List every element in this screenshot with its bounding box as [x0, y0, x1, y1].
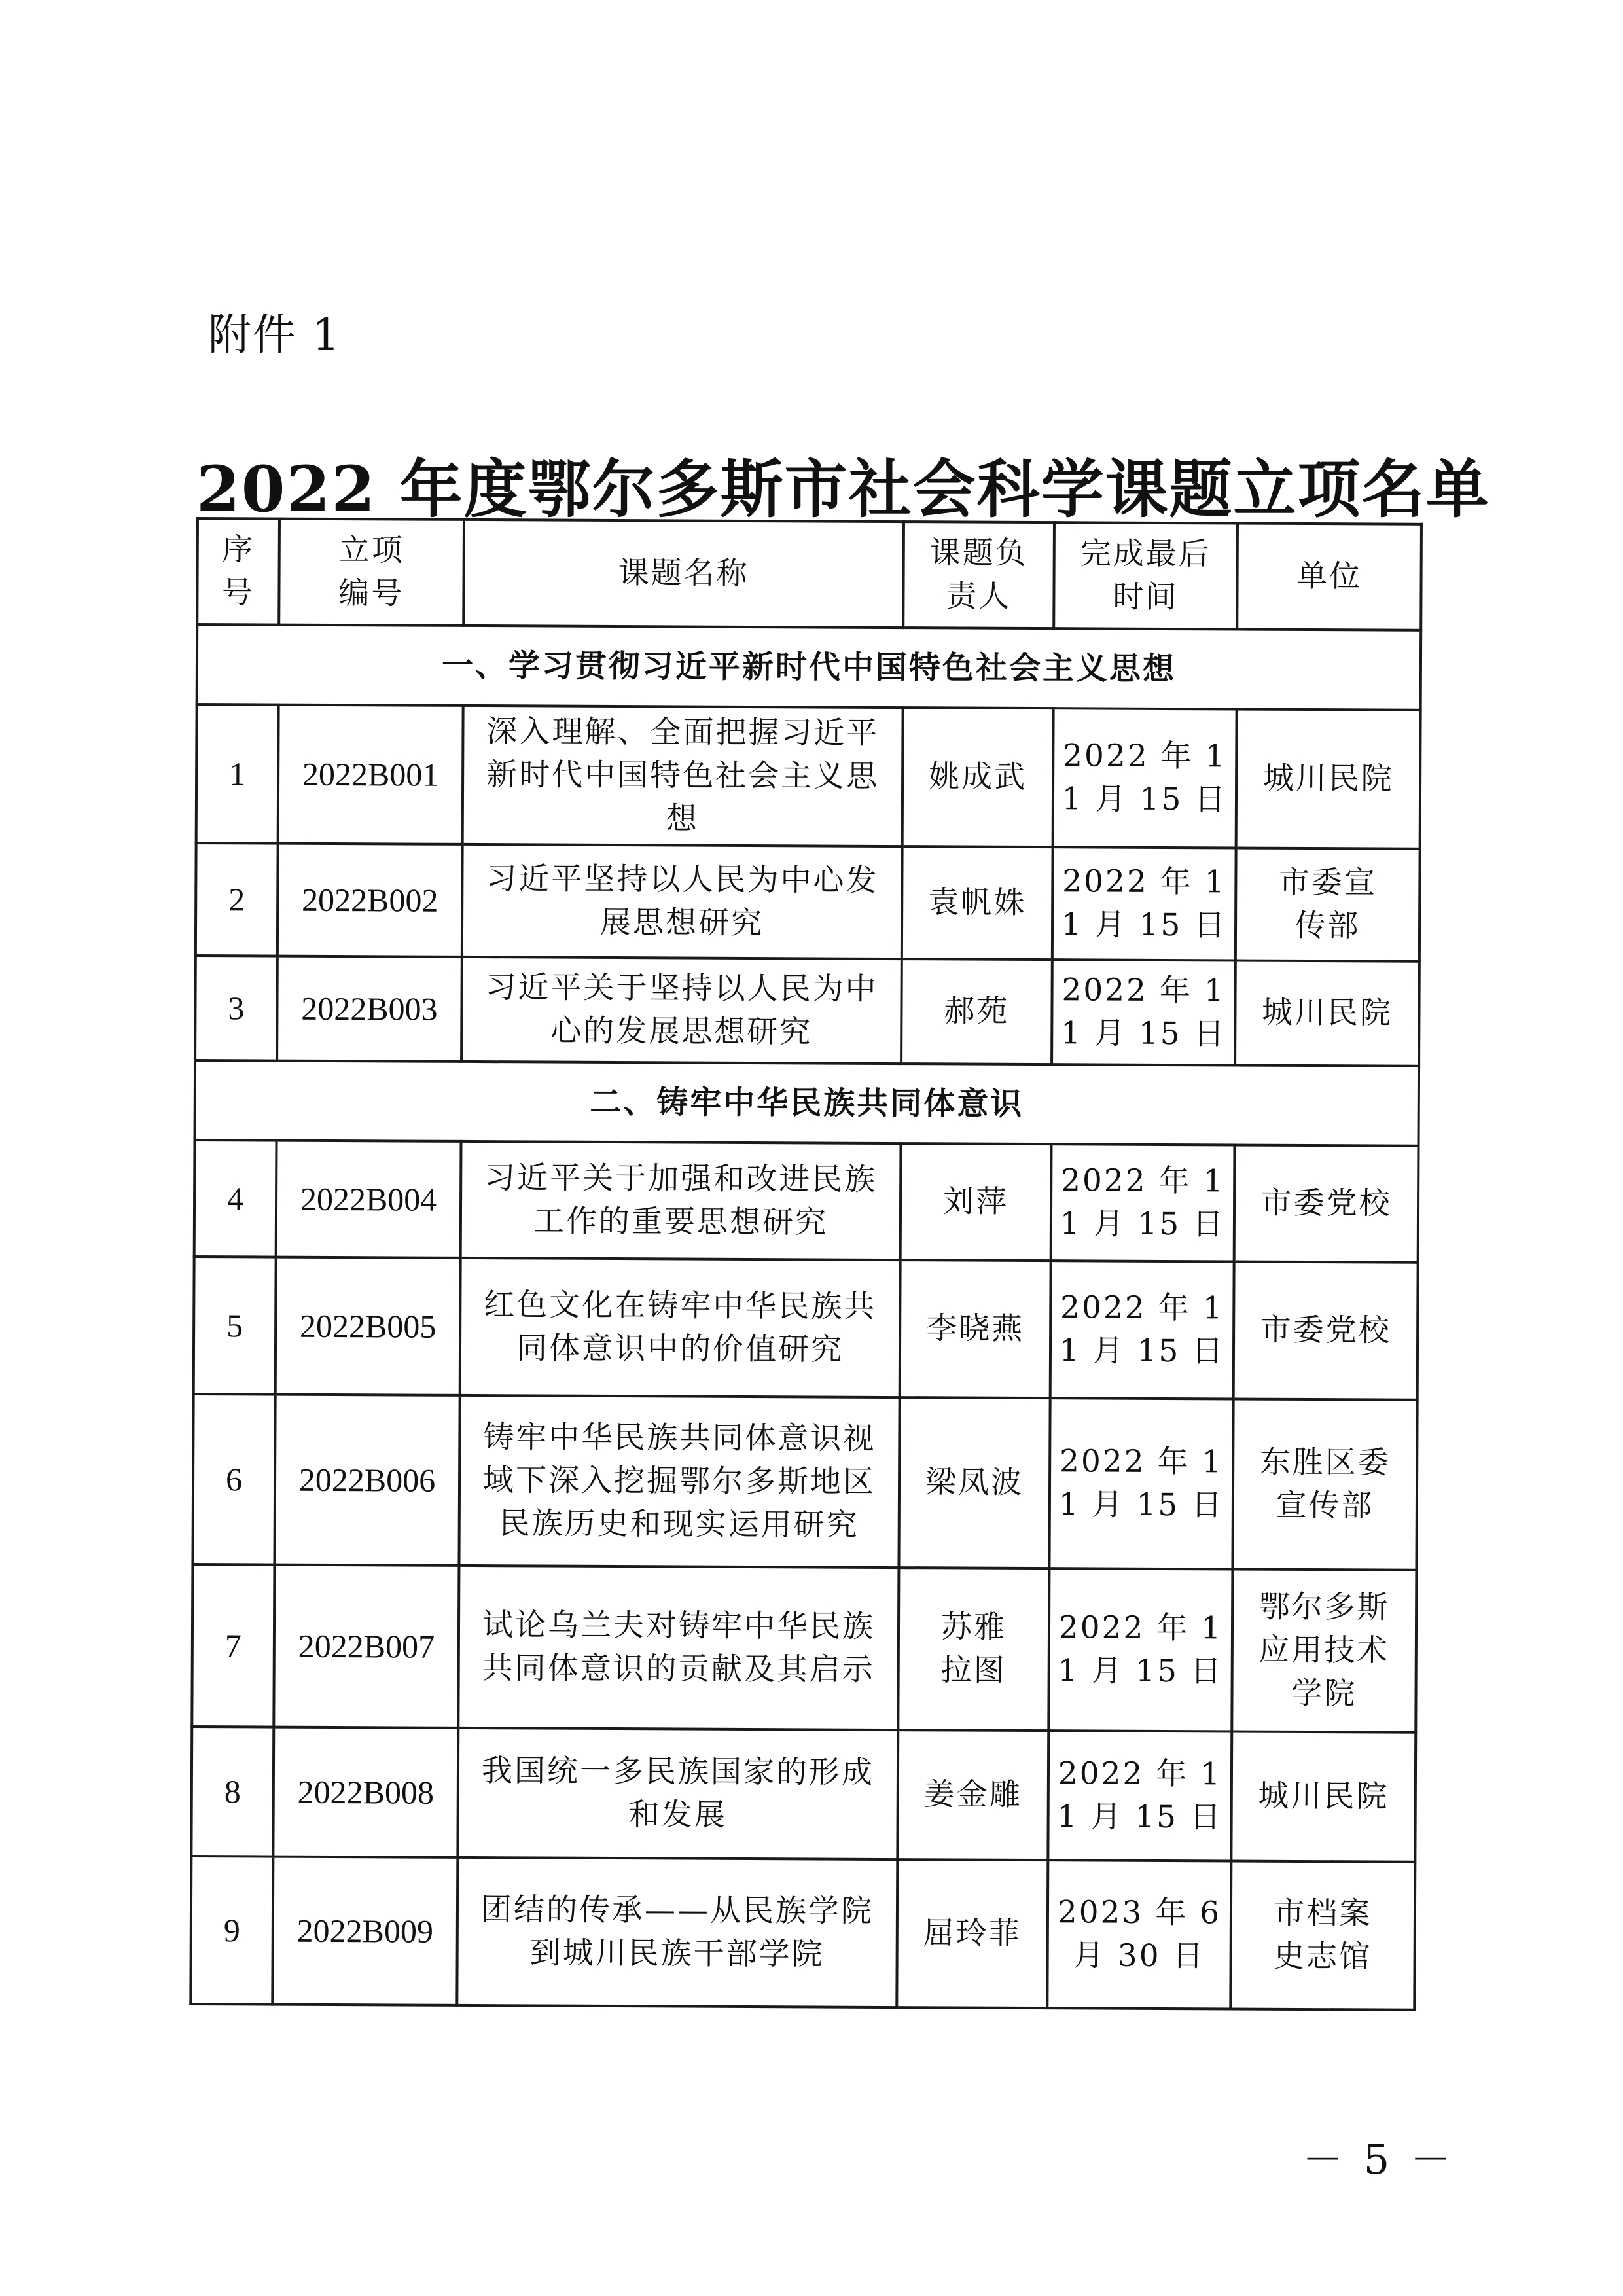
cell-seq: 5 [194, 1257, 276, 1395]
cell-topic: 红色文化在铸牢中华民族共同体意识中的价值研究 [460, 1258, 901, 1397]
cell-deadline: 2022 年 11 月 15 日 [1052, 960, 1236, 1065]
cell-code: 2022B005 [276, 1257, 461, 1395]
header-topic: 课题名称 [463, 520, 904, 628]
cell-code: 2022B008 [273, 1727, 458, 1857]
cell-code: 2022B009 [272, 1857, 457, 2005]
header-seq: 序号 [197, 518, 279, 625]
table-header-row [197, 518, 1421, 630]
table-row [196, 704, 1421, 849]
header-unit: 单位 [1237, 523, 1421, 630]
header-code: 立项编号 [279, 519, 464, 626]
section-heading: 一、学习贯彻习近平新时代中国特色社会主义思想 [197, 624, 1421, 710]
cell-code: 2022B001 [278, 705, 463, 844]
table-row [194, 1140, 1419, 1263]
cell-topic: 团结的传承——从民族学院到城川民族干部学院 [457, 1857, 897, 2007]
cell-unit: 市委党校 [1234, 1261, 1418, 1399]
cell-topic: 我国统一多民族国家的形成和发展 [457, 1728, 898, 1859]
cell-leader: 姚成武 [902, 708, 1054, 847]
cell-topic: 铸牢中华民族共同体意识视域下深入挖掘鄂尔多斯地区民族历史和现实运用研究 [459, 1395, 899, 1568]
table-row [190, 1856, 1415, 2010]
cell-unit: 市委党校 [1234, 1145, 1419, 1262]
cell-unit: 城川民院 [1231, 1731, 1416, 1861]
cell-deadline: 2022 年 11 月 15 日 [1051, 1144, 1235, 1261]
cell-unit: 市委宣传部 [1236, 848, 1420, 961]
cell-seq: 7 [192, 1564, 274, 1727]
cell-seq: 8 [191, 1727, 274, 1857]
cell-deadline: 2022 年 11 月 15 日 [1053, 708, 1237, 848]
cell-unit: 鄂尔多斯应用技术学院 [1232, 1569, 1416, 1732]
cell-deadline: 2022 年 11 月 15 日 [1048, 1731, 1232, 1861]
cell-seq: 4 [194, 1140, 277, 1257]
cell-unit: 市档案史志馆 [1230, 1861, 1415, 2009]
table-row [195, 956, 1419, 1066]
cell-seq: 2 [196, 843, 278, 956]
cell-topic: 习近平坚持以人民为中心发展思想研究 [462, 844, 902, 959]
cell-code: 2022B004 [276, 1141, 461, 1258]
cell-deadline: 2022 年 11 月 15 日 [1049, 1398, 1233, 1569]
table-row [196, 843, 1420, 961]
cell-leader: 刘萍 [901, 1143, 1052, 1261]
cell-code: 2022B007 [274, 1565, 459, 1728]
header-leader: 课题负责人 [903, 522, 1054, 628]
table-row [192, 1564, 1416, 1732]
cell-code: 2022B003 [277, 956, 462, 1062]
cell-topic: 试论乌兰夫对铸牢中华民族共同体意识的贡献及其启示 [458, 1566, 899, 1730]
cell-seq: 1 [196, 704, 279, 844]
cell-leader: 姜金雕 [897, 1730, 1048, 1860]
cell-leader: 苏雅拉图 [898, 1568, 1049, 1731]
table-row [194, 1257, 1418, 1400]
cell-seq: 3 [195, 956, 277, 1061]
attachment-label: 附件 1 [208, 310, 341, 360]
cell-leader: 李晓燕 [900, 1260, 1051, 1398]
cell-deadline: 2022 年 11 月 15 日 [1048, 1568, 1232, 1731]
header-deadline: 完成最后时间 [1054, 522, 1238, 629]
cell-leader: 梁凤波 [899, 1397, 1050, 1568]
cell-leader: 屈玲菲 [897, 1859, 1048, 2008]
section-heading-row [195, 1060, 1419, 1146]
cell-unit: 东胜区委宣传部 [1232, 1399, 1417, 1570]
cell-topic: 习近平关于加强和改进民族工作的重要思想研究 [461, 1141, 901, 1260]
cell-deadline: 2023 年 6 月 30 日 [1047, 1860, 1231, 2009]
cell-topic: 深入理解、全面把握习近平新时代中国特色社会主义思想 [463, 706, 903, 846]
cell-topic: 习近平关于坚持以人民为中心的发展思想研究 [461, 957, 902, 1064]
cell-unit: 城川民院 [1236, 709, 1421, 848]
cell-code: 2022B006 [274, 1395, 459, 1566]
table-row [192, 1394, 1417, 1570]
cell-leader: 郝苑 [901, 959, 1052, 1064]
page-number: － 5 － [1302, 2136, 1455, 2183]
cell-unit: 城川民院 [1235, 960, 1419, 1066]
cell-leader: 袁帆姝 [902, 846, 1053, 960]
cell-seq: 6 [192, 1394, 275, 1565]
cell-seq: 9 [190, 1856, 273, 2005]
table-row [191, 1727, 1416, 1862]
cell-deadline: 2022 年 11 月 15 日 [1052, 847, 1236, 960]
section-heading-row [197, 624, 1421, 710]
project-list-table [189, 517, 1423, 2011]
cell-code: 2022B002 [277, 844, 463, 957]
cell-deadline: 2022 年 11 月 15 日 [1050, 1261, 1234, 1399]
document-title: 2022 年度鄂尔多斯市社会科学课题立项名单 [196, 452, 1490, 526]
section-heading: 二、铸牢中华民族共同体意识 [195, 1060, 1419, 1146]
